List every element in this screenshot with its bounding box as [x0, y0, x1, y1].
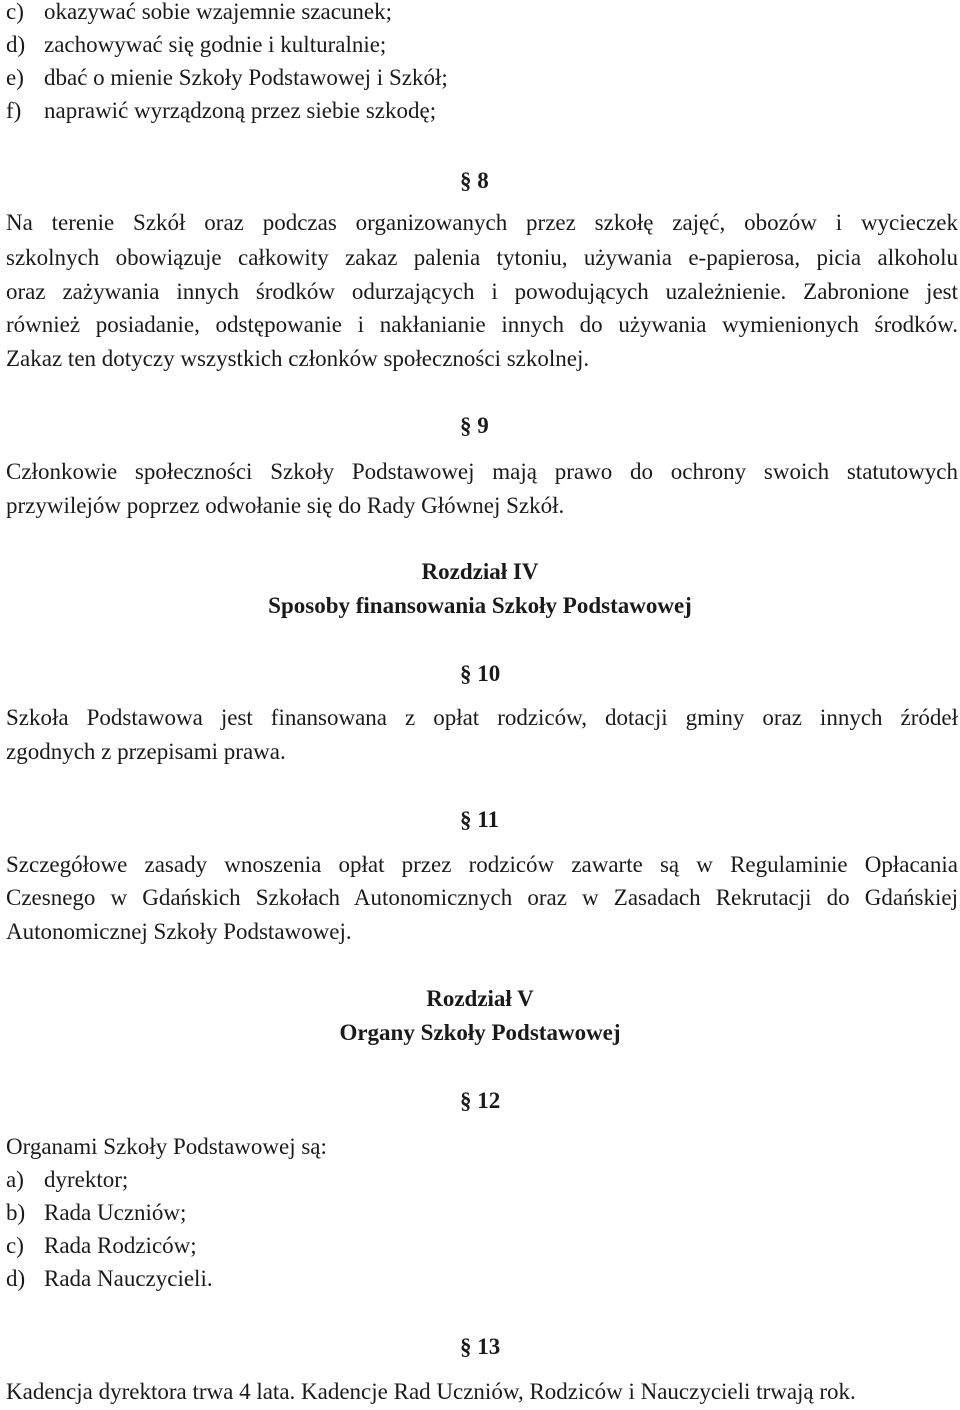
list-item: d) Rada Nauczycieli. — [6, 1266, 213, 1291]
paragraph-line: Szkoła Podstawowa jest finansowana z opłat rodziców, dotacji gminy oraz innych źródeł — [6, 705, 958, 730]
section-mark-9: § 9 — [460, 413, 489, 438]
chapter-label: Rozdział V — [426, 986, 534, 1011]
paragraph-line: Autonomicznej Szkoły Podstawowej. — [6, 919, 352, 944]
section-mark-11: § 11 — [460, 807, 499, 832]
list-item: f) naprawić wyrządzoną przez siebie szkodę; — [6, 98, 437, 123]
chapter-title: Organy Szkoły Podstawowej — [339, 1020, 621, 1045]
list-item: a) dyrektor; — [6, 1167, 129, 1192]
section-mark-10: § 10 — [460, 661, 501, 686]
chapter-label: Rozdział IV — [421, 559, 539, 584]
paragraph-line: przywilejów poprzez odwołanie się do Rady Głównej Szkół. — [6, 493, 565, 518]
paragraph-line: Organami Szkoły Podstawowej są: — [6, 1134, 327, 1159]
list-item: e) dbać o mienie Szkoły Podstawowej i Szkół; — [6, 65, 448, 90]
paragraph-line: Zakaz ten dotyczy wszystkich członków społeczności szkolnej. — [6, 346, 590, 371]
list-item: c) Rada Rodziców; — [6, 1233, 197, 1258]
paragraph-line: Na terenie Szkół oraz podczas organizowanych przez szkołę zajęć, obozów i wycieczek — [6, 210, 958, 235]
paragraph-line: Czesnego w Gdańskich Szkołach Autonomicznych oraz w Zasadach Rekrutacji do Gdańskiej — [6, 885, 958, 910]
paragraph-line: szkolnych obowiązuje całkowity zakaz palenia tytoniu, używania e-papierosa, picia alkoholu — [6, 245, 958, 270]
section-mark-8: § 8 — [460, 168, 489, 193]
list-item: b) Rada Uczniów; — [6, 1200, 187, 1225]
paragraph-line: również posiadanie, odstępowanie i nakłanianie innych do używania wymienionych środków. — [6, 312, 958, 337]
paragraph-line: oraz zażywania innych środków odurzających i powodujących uzależnienie. Zabronione jest — [6, 279, 958, 304]
paragraph-line: Członkowie społeczności Szkoły Podstawowej mają prawo do ochrony swoich statutowych — [6, 459, 958, 484]
paragraph-line: Szczegółowe zasady wnoszenia opłat przez rodziców zawarte są w Regulaminie Opłacania — [6, 852, 958, 877]
paragraph-line: zgodnych z przepisami prawa. — [6, 739, 286, 764]
chapter-title: Sposoby finansowania Szkoły Podstawowej — [268, 593, 692, 618]
list-item: d) zachowywać się godnie i kulturalnie; — [6, 32, 387, 57]
list-item: c) okazywać sobie wzajemnie szacunek; — [6, 0, 393, 24]
section-mark-12: § 12 — [460, 1088, 501, 1113]
section-mark-13: § 13 — [460, 1334, 501, 1359]
paragraph-line: Kadencja dyrektora trwa 4 lata. Kadencje Rad Uczniów, Rodziców i Nauczycieli trwają rok. — [6, 1379, 856, 1404]
